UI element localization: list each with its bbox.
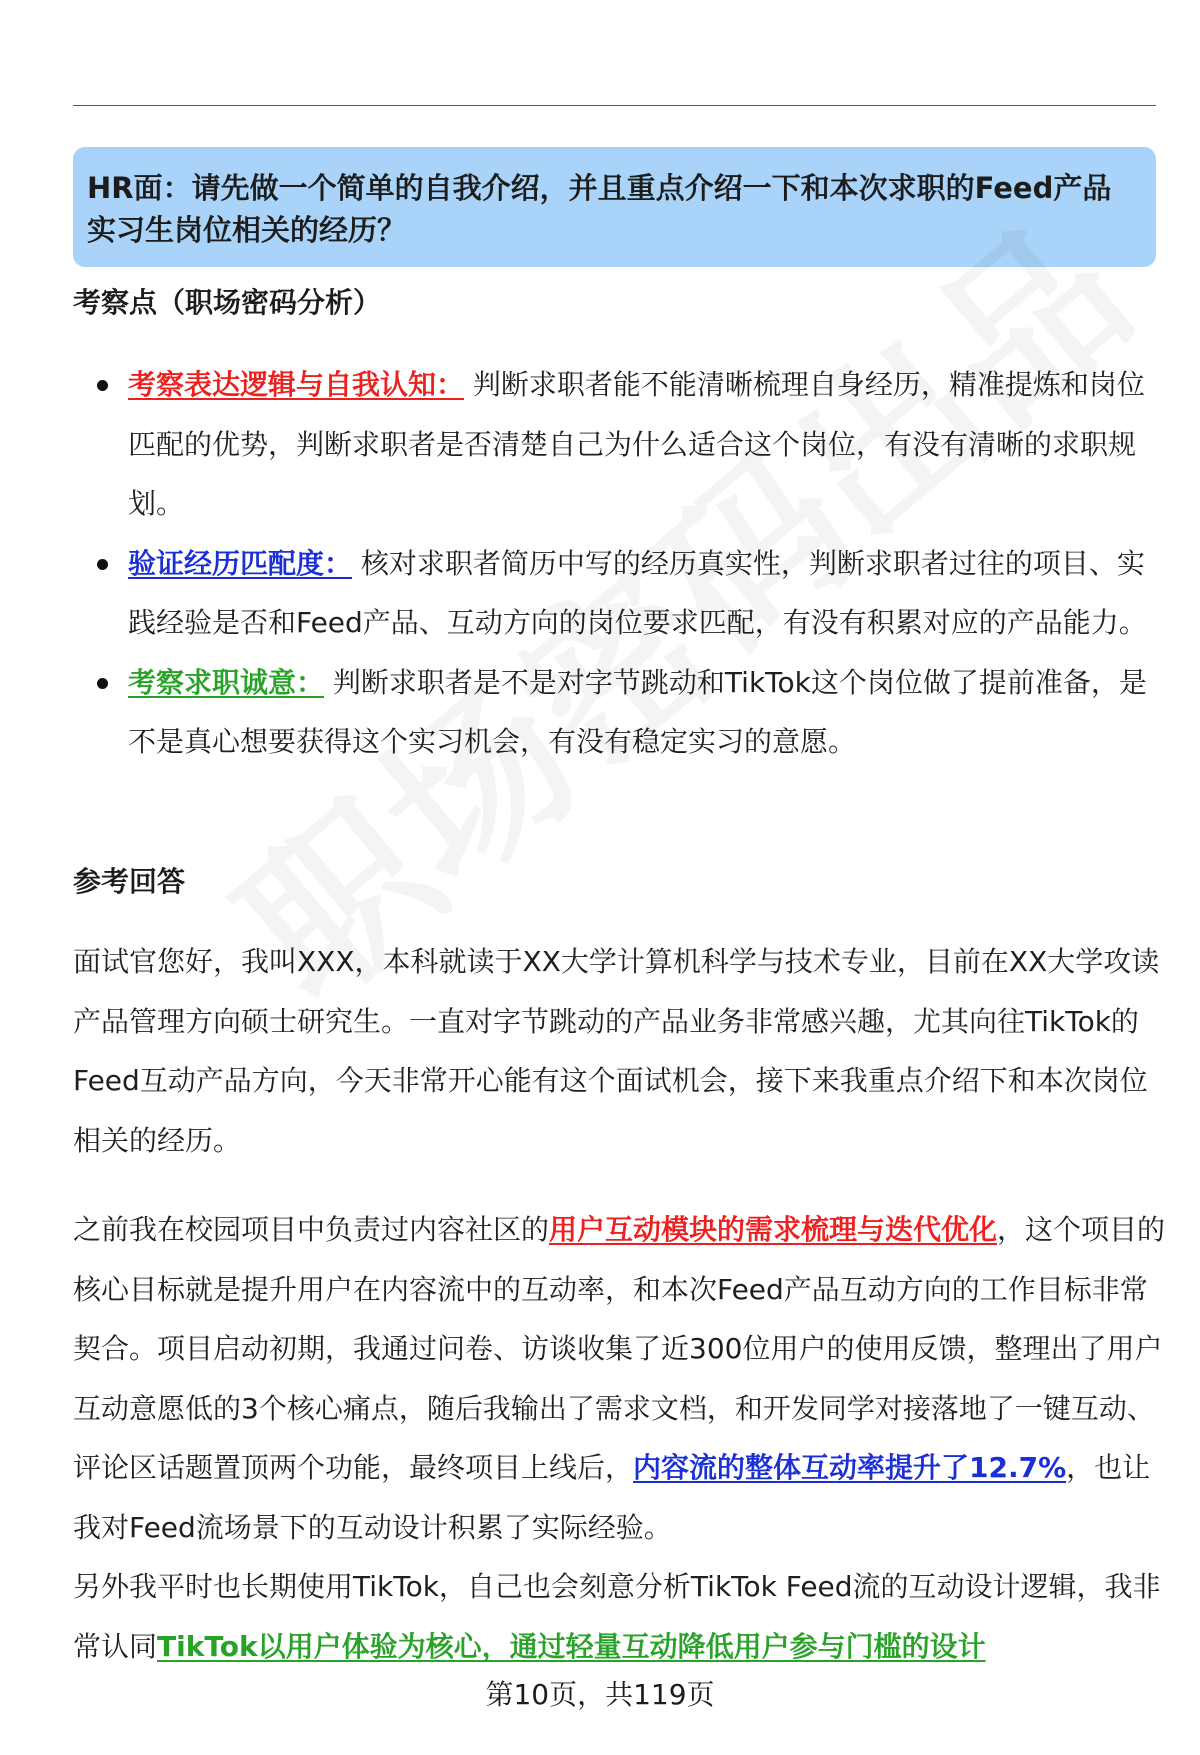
question-line-2: 实习生岗位相关的经历？	[87, 213, 407, 247]
para3-highlight-green: TikTok以用户体验为核心，通过轻量互动降低用户参与门槛的设计	[157, 1629, 986, 1663]
answer-paragraph-3	[73, 1557, 1168, 1676]
analysis-list	[73, 355, 1163, 772]
question-line-1: HR面：请先做一个简单的自我介绍，并且重点介绍一下和本次求职的Feed产品	[87, 171, 1112, 205]
para2-text-c: ，也让我对Feed流场景下的互动设计积累了实际经验。	[73, 1451, 1151, 1544]
para2-text-b: ，这个项目的核心目标就是提升用户在内容流中的互动率，和本次Feed产品互动方向的工作目标非常契合。项目启动初期，我通过问卷、访谈收集了近300位用户的使用反馈，整理出了用户互动意愿低的3个核心痛点，随后我输出了需求文档，和开发同学对接落地了一键互动、评论区话题置顶两个功能，最终项目上线后，	[73, 1213, 1166, 1484]
answer-paragraph-1: 面试官您好，我叫XXX，本科就读于XX大学计算机科学与技术专业，目前在XX大学攻读产品管理方向硕士研究生。一直对字节跳动的产品业务非常感兴趣，尤其向往TikTok的Feed互动产品方向，今天非常开心能有这个面试机会，接下来我重点介绍下和本次岗位相关的经历。	[73, 945, 1160, 1157]
analysis-item-text: 核对求职者简历中写的经历真实性，判断求职者过往的项目、实践经验是否和Feed产品、互动方向的岗位要求匹配，有没有积累对应的产品能力。	[128, 546, 1147, 639]
answer-heading: 参考回答	[73, 865, 186, 898]
analysis-item-text: 判断求职者能不能清晰梳理自身经历，精准提炼和岗位匹配的优势，判断求职者是否清楚自己为什么适合这个岗位，有没有清晰的求职规划。	[128, 368, 1145, 520]
analysis-item	[73, 534, 1163, 653]
page-footer: 第10页，共119页	[485, 1678, 715, 1711]
analysis-item-label: 考察求职诚意：	[128, 665, 325, 699]
analysis-item-label: 验证经历匹配度：	[128, 546, 353, 580]
analysis-item-text: 判断求职者是不是对字节跳动和TikTok这个岗位做了提前准备，是不是真心想要获得这个实习机会，有没有稳定实习的意愿。	[128, 665, 1147, 758]
answer-paragraph-2	[73, 1200, 1168, 1557]
bullet-dot-icon	[97, 678, 108, 689]
para3-text-a: 另外我平时也长期使用TikTok，自己也会刻意分析TikTok Feed流的互动设计逻辑，我非常认同	[73, 1570, 1161, 1663]
analysis-item	[73, 355, 1163, 534]
analysis-item	[73, 653, 1163, 772]
question-callout	[73, 147, 1156, 267]
para2-highlight-red: 用户互动模块的需求梳理与迭代优化	[549, 1213, 998, 1246]
analysis-item-label: 考察表达逻辑与自我认知：	[128, 368, 465, 401]
bullet-dot-icon	[97, 380, 108, 391]
top-divider	[73, 105, 1156, 106]
bullet-dot-icon	[97, 559, 108, 570]
para2-highlight-blue: 内容流的整体互动率提升了12.7%	[633, 1451, 1067, 1484]
analysis-heading: 考察点（职场密码分析）	[73, 286, 382, 319]
para2-text-a: 之前我在校园项目中负责过内容社区的	[73, 1213, 550, 1246]
